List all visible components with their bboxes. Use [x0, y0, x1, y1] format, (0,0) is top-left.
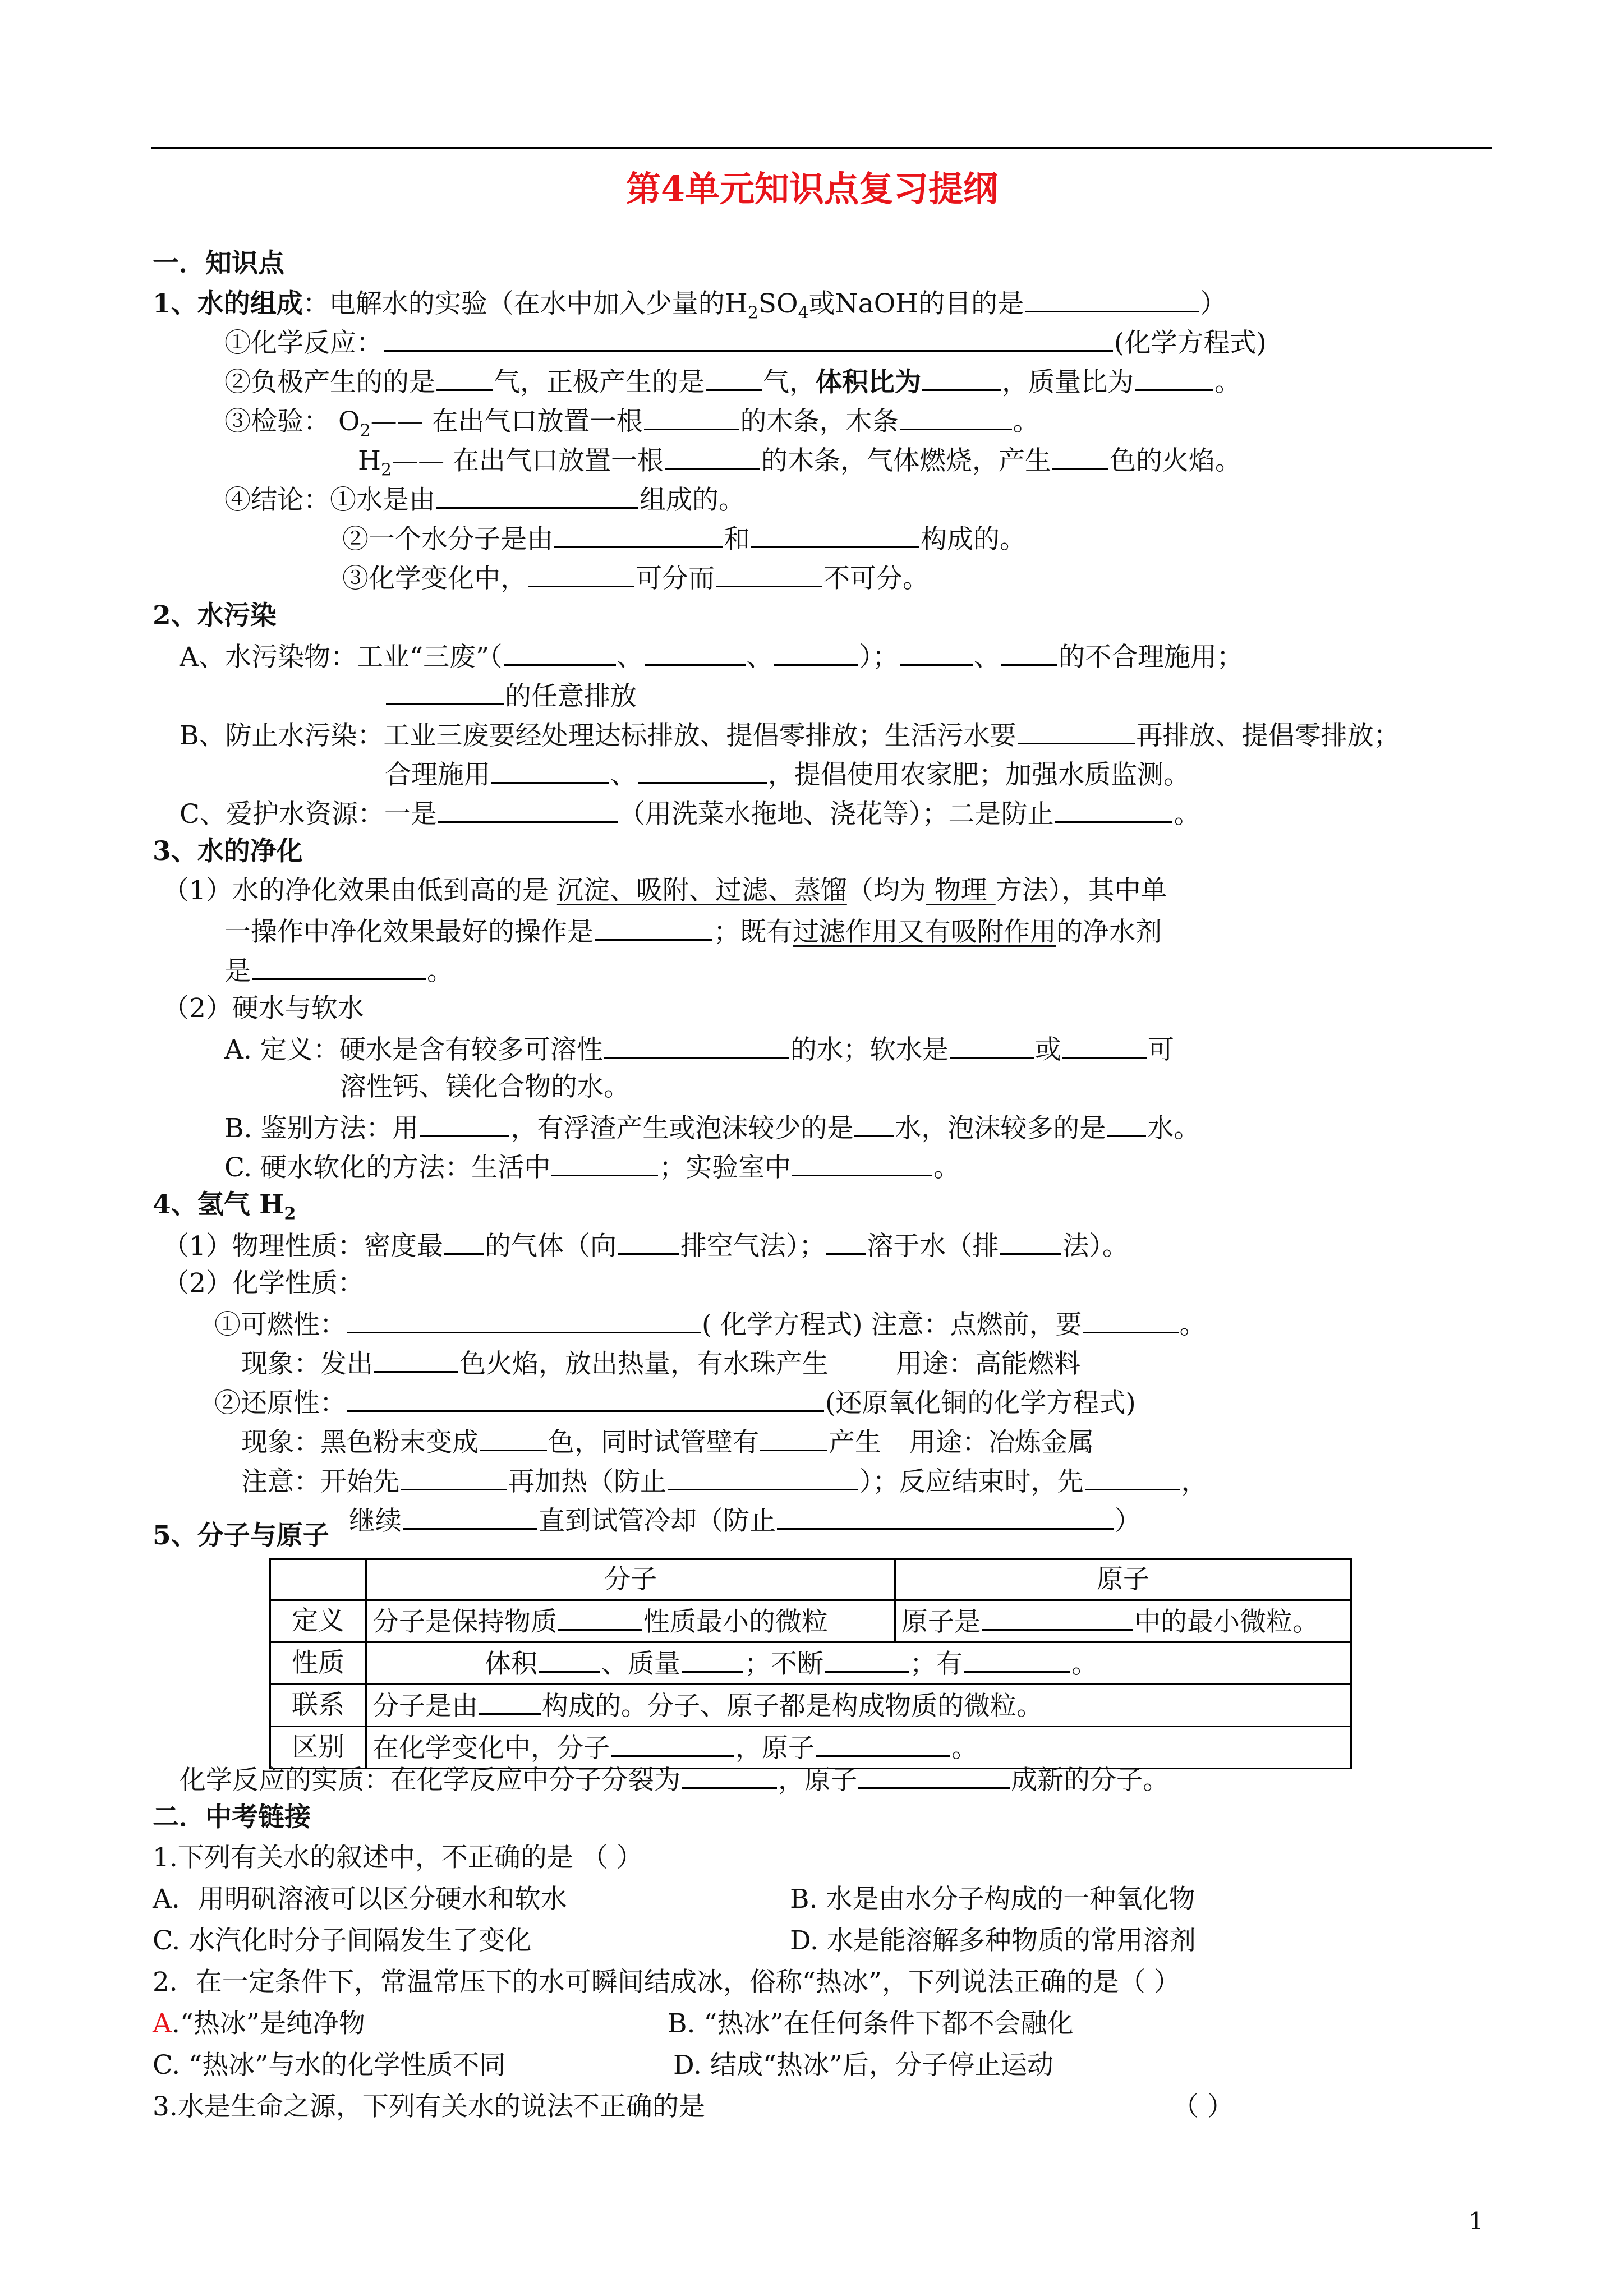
blank[interactable] [479, 1687, 541, 1715]
relation-cell: 分子是由 构成的。分子、原子都是构成物质的微粒。 [366, 1685, 1351, 1727]
row-label-definition: 定义 [270, 1600, 366, 1642]
blank[interactable] [528, 560, 634, 587]
blank[interactable] [644, 403, 739, 430]
caution-line: 注意：开始先 再加热（防止 ）；反应结束时，先 ， [241, 1463, 1208, 1499]
blank[interactable] [611, 1729, 734, 1757]
property-cell: 体积 、质量 ；不断 ；有 。 [366, 1642, 1351, 1685]
blank[interactable] [1135, 364, 1213, 391]
atom-definition-cell: 原子是 中的最小微粒。 [895, 1600, 1351, 1642]
blank[interactable] [618, 1227, 679, 1255]
equation-blank[interactable] [384, 324, 1113, 352]
section-knowledge-heading: 一．知识点 [153, 248, 284, 279]
blank[interactable] [1062, 1031, 1147, 1059]
blank[interactable] [1083, 1306, 1179, 1333]
blank[interactable] [922, 364, 1001, 391]
blank[interactable] [347, 1384, 824, 1412]
blank[interactable] [420, 1110, 509, 1137]
question-2: 2．在一定条件下，常温常压下的水可瞬间结成冰，俗称“热冰”，下列说法正确的是（ ） [153, 1967, 1180, 1998]
column-header-molecule: 分子 [366, 1559, 895, 1600]
blank[interactable] [436, 481, 638, 509]
blank[interactable] [386, 678, 504, 705]
reaction-essence-line: 化学反应的实质：在化学反应中分子分裂为 ，原子 成新的分子。 [180, 1761, 1169, 1797]
blank[interactable] [638, 756, 767, 784]
blank[interactable] [374, 1345, 458, 1373]
blank[interactable] [480, 1424, 547, 1451]
q2-option-a[interactable]: A.“热冰”是纯净物 [153, 2008, 365, 2039]
hard-water-definition-2: 溶性钙、镁化合物的水。 [340, 1071, 630, 1102]
hydrogen-heading: 4、氢气 $H_2$ [153, 1189, 296, 1224]
flammability-line: ①可燃性： ( 化学方程式) 注意：点燃前，要 。 [214, 1306, 1206, 1342]
molecule-definition-cell: 分子是保持物质 性质最小的微粒 [366, 1600, 895, 1642]
q2-option-c[interactable]: C. “热冰”与水的化学性质不同 [153, 2050, 506, 2081]
flame-phenomenon-line: 现象：发出 色火焰，放出热量，有水珠产生 用途：高能燃料 [241, 1345, 1080, 1381]
table-row [270, 1685, 1351, 1727]
blank[interactable] [777, 1502, 1114, 1530]
blank[interactable] [1000, 1227, 1061, 1255]
electrode-gas-line: ②负极产生的的是 气，正极产生的是 气，体积比为 ，质量比为 。 [224, 364, 1241, 399]
blank[interactable] [551, 1149, 658, 1176]
blank[interactable] [604, 1031, 789, 1059]
blank[interactable] [668, 1463, 858, 1490]
purification-heading: 3、水的净化 [153, 836, 303, 867]
blank[interactable] [1107, 1110, 1146, 1137]
row-label-relation: 联系 [270, 1685, 366, 1727]
blank[interactable] [964, 1645, 1070, 1673]
blank[interactable] [403, 1502, 537, 1530]
header-rule [151, 147, 1492, 149]
blank[interactable] [504, 638, 616, 666]
question-1: 1.下列有关水的叙述中，不正确的是 （ ） [153, 1842, 643, 1873]
prevention-line: B、防止水污染：工业三废要经处理达标排放、提倡零排放；生活污水要 再排放、提倡零排放； [180, 717, 1400, 753]
water-composition-line: 1、水的组成：电解水的实验（在水中加入少量的$H_2SO_4$或NaOH的目的是 ） [153, 285, 1226, 330]
reduction-phenomenon-line: 现象：黑色粉末变成 色，同时试管壁有 产生 用途：冶炼金属 [241, 1424, 1094, 1460]
blank[interactable] [1085, 1463, 1180, 1490]
blank[interactable] [900, 403, 1012, 430]
hard-water-definition: A. 定义：硬水是含有较多可溶性 的水；软水是 或 可 [224, 1031, 1174, 1067]
blank[interactable] [444, 1227, 484, 1255]
softening-method-line: C. 硬水软化的方法：生活中 ；实验室中 。 [224, 1149, 960, 1185]
q1-option-c[interactable]: C. 水汽化时分子间隔发生了变化 [153, 1925, 532, 1956]
q1-option-b[interactable]: B. 水是由水分子构成的一种氧化物 [790, 1884, 1195, 1915]
q1-option-a[interactable]: A．用明矾溶液可以区分硬水和软水 [153, 1884, 567, 1915]
exam-link-heading: 二．中考链接 [153, 1802, 311, 1833]
blank[interactable] [401, 1463, 507, 1490]
blank[interactable] [854, 1110, 894, 1137]
blank[interactable] [1055, 795, 1172, 823]
pollutants-line-2: 的任意排放 [385, 678, 637, 714]
blank[interactable] [792, 1149, 932, 1176]
blank[interactable] [1018, 717, 1135, 744]
blank[interactable] [982, 1603, 1133, 1631]
blank[interactable] [1052, 442, 1108, 470]
physical-properties-line: （1）物理性质：密度最 的气体（向 排空气法）； 溶于水（排 法）。 [163, 1227, 1129, 1263]
blank[interactable] [682, 1761, 777, 1789]
molecule-atom-table [269, 1558, 1352, 1769]
blank[interactable] [706, 364, 762, 391]
prevention-line-2: 合理施用 、 ，提倡使用农家肥；加强水质监测。 [385, 756, 1190, 792]
page-title: 第4单元知识点复习提纲 [625, 168, 999, 209]
row-label-property: 性质 [270, 1642, 366, 1685]
conclusion-line-1: ④结论：①水是由 组成的。 [224, 481, 745, 517]
molecule-atom-heading: 5、分子与原子 [153, 1520, 329, 1551]
blank[interactable] [825, 1645, 909, 1673]
reaction-line: ①化学反应： (化学方程式) [224, 324, 1267, 360]
blank[interactable] [665, 442, 760, 470]
table-row [270, 1600, 1351, 1642]
blank[interactable] [816, 1729, 950, 1757]
blank[interactable] [554, 521, 723, 548]
q2-option-d[interactable]: D. 结成“热冰”后，分子停止运动 [673, 2050, 1053, 2081]
reducibility-line: ②还原性： (还原氧化铜的化学方程式) [214, 1384, 1136, 1420]
blank[interactable] [1001, 638, 1057, 666]
blank[interactable] [950, 1031, 1034, 1059]
identify-method-line: B. 鉴别方法：用 ，有浮渣产生或泡沫较少的是 水，泡沫较多的是 水。 [224, 1110, 1200, 1145]
blank[interactable] [252, 953, 426, 980]
page-number: 1 [1469, 2207, 1484, 2235]
purification-line-2: 一操作中净化效果最好的操作是 ；既有过滤作用又有吸附作用的净水剂 [224, 913, 1162, 949]
purpose-blank[interactable] [1025, 285, 1199, 312]
chemical-properties-heading: （2）化学性质： [163, 1268, 364, 1299]
row-label-difference: 区别 [270, 1727, 366, 1769]
pollutants-line: A、水污染物：工业“三废”（ 、 、 ）； 、 的不合理施用； [180, 638, 1243, 674]
blank[interactable] [645, 638, 746, 666]
blank[interactable] [900, 638, 973, 666]
blank[interactable] [491, 756, 609, 784]
blank[interactable] [539, 1645, 600, 1673]
blank[interactable] [774, 638, 858, 666]
blank[interactable] [760, 1424, 827, 1451]
purification-line-3: 是 。 [224, 953, 453, 988]
blank[interactable] [682, 1645, 743, 1673]
table-header-row [270, 1559, 1351, 1600]
blank[interactable] [716, 560, 822, 587]
hard-soft-heading: （2）硬水与软水 [163, 993, 364, 1024]
table-row [270, 1642, 1351, 1685]
blank[interactable] [347, 1306, 701, 1333]
purification-line-1: （1）水的净化效果由低到高的是 沉淀、吸附、过滤、蒸馏（均为 物理 方法），其中单 [163, 875, 1167, 906]
blank[interactable] [595, 913, 712, 941]
water-pollution-heading: 2、水污染 [153, 600, 277, 631]
conclusion-line-3: ③化学变化中， 可分而 不可分。 [342, 560, 929, 596]
protect-water-line: C、爱护水资源：一是 （用洗菜水拖地、浇花等）；二是防止 。 [180, 795, 1200, 831]
conclusion-line-2: ②一个水分子是由 和 构成的。 [342, 521, 1026, 556]
q1-option-d[interactable]: D. 水是能溶解多种物质的常用溶剂 [790, 1925, 1196, 1956]
column-header-atom: 原子 [895, 1559, 1351, 1600]
caution-line-2: 继续 直到试管冷却（防止 ） [349, 1502, 1141, 1538]
blank[interactable] [438, 795, 618, 823]
blank[interactable] [858, 1761, 1010, 1789]
blank[interactable] [826, 1227, 866, 1255]
test-h2-line: $H_2——$ 在出气口放置一根 的木条，气体燃烧，产生 色的火焰。 [358, 442, 1241, 487]
test-o2-line: ③检验： $O_2——$ 在出气口放置一根 的木条，木条 。 [224, 403, 1039, 448]
difference-cell: 在化学变化中，分子 ，原子 。 [366, 1727, 1351, 1769]
blank[interactable] [436, 364, 493, 391]
q3-answer-paren: （ ） [1172, 2091, 1234, 2122]
blank[interactable] [751, 521, 919, 548]
q2-option-b[interactable]: B. “热冰”在任何条件下都不会融化 [668, 2008, 1074, 2039]
question-3: 3.水是生命之源，下列有关水的说法不正确的是 [153, 2091, 705, 2122]
blank[interactable] [558, 1603, 642, 1631]
